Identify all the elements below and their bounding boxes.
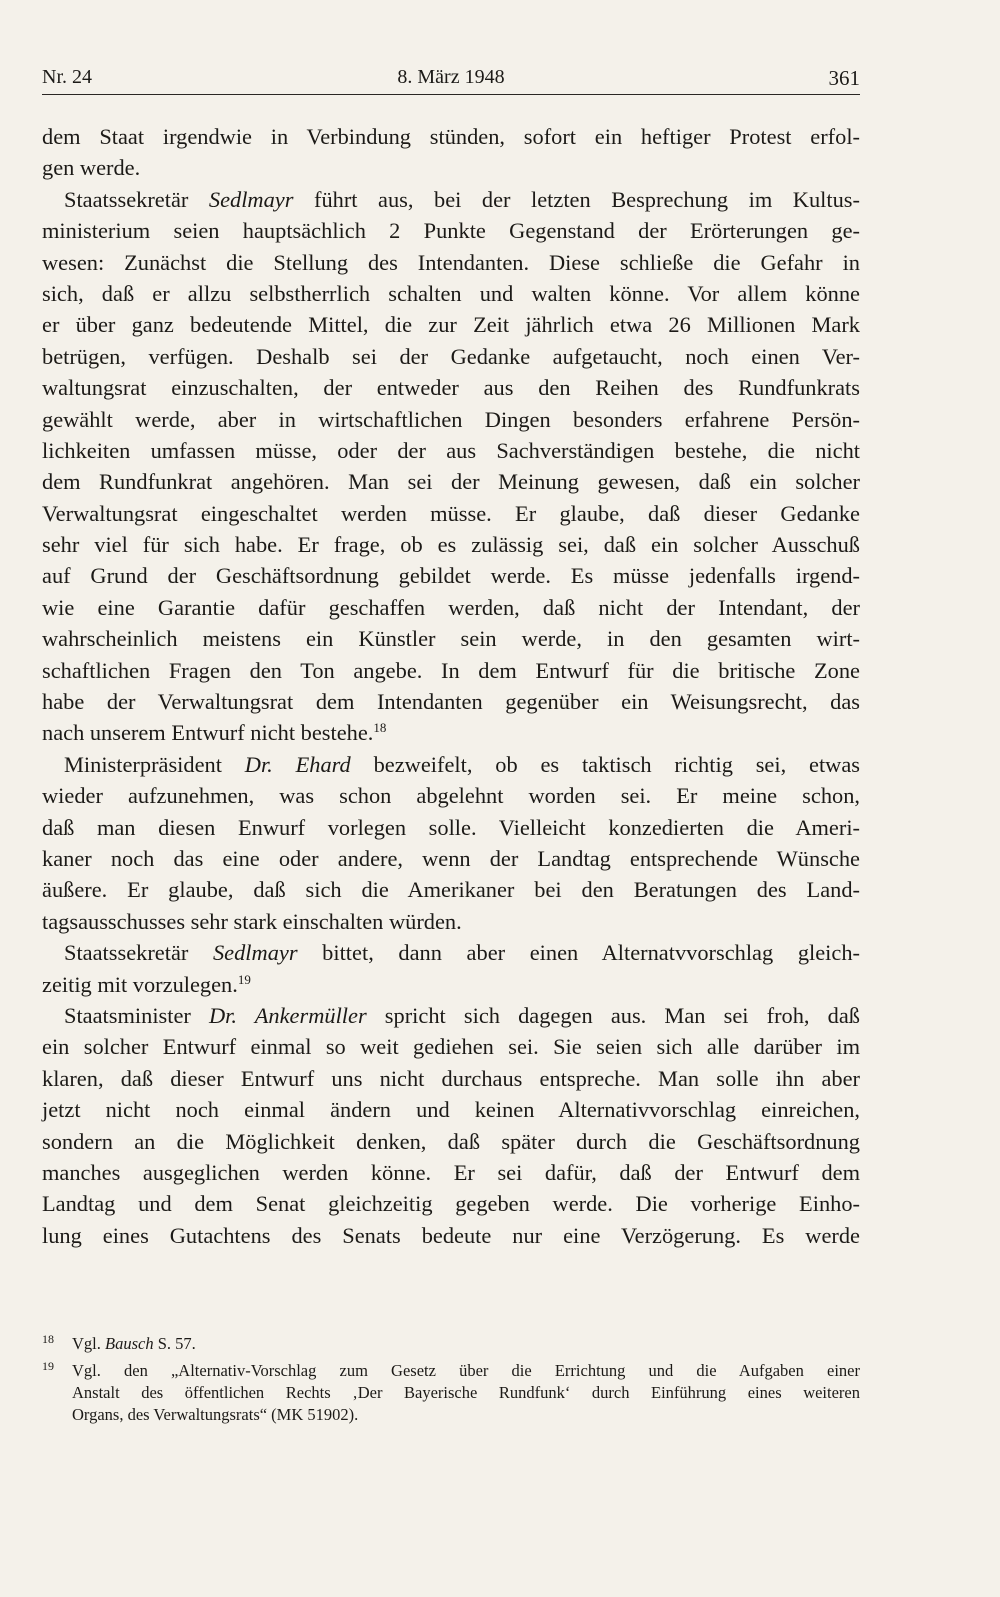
footnote-18-mark: 18: [42, 1332, 54, 1346]
footnote-18-author: Bausch: [105, 1334, 154, 1353]
body-line: Staatssekretär Sedlmayr bittet, dann aber einen Alternatvvorschlag gleich-: [64, 940, 860, 966]
body-line: daß man diesen Enwurf vorlegen solle. Vielleicht konzedierten die Ameri-: [42, 814, 860, 840]
body-line: wie eine Garantie dafür geschaffen werden, daß nicht der Intendant, der: [42, 594, 860, 620]
body-line: dem Staat irgendwie in Verbindung stünden, sofort ein heftiger Protest erfol-: [42, 124, 860, 149]
footnote-19: [42, 1355, 860, 1382]
body-line: wahrscheinlich meistens ein Künstler sein werde, in den gesamten wirt-: [42, 626, 860, 652]
body-line: Staatsminister Dr. Ankermüller spricht sich dagegen aus. Man sei froh, daß: [64, 1002, 860, 1028]
header-date: 8. März 1948: [397, 66, 505, 88]
body-line: kaner noch das eine oder andere, wenn der Landtag entsprechende Wünsche: [42, 845, 860, 871]
body-line: sehr viel für sich habe. Er frage, ob es zulässig sei, daß ein solcher Ausschuß: [42, 532, 860, 558]
footnote-19-line-2: Anstalt des öffentlichen Rechts ‚Der Bayerische Rundfunk‘ durch Einführung eines weiteren: [72, 1383, 860, 1402]
body-line: nach unserem Entwurf nicht bestehe.$^{18}$: [42, 720, 387, 746]
body-line: zeitig mit vorzulegen.$^{19}$: [42, 971, 251, 997]
body-line: Verwaltungsrat eingeschaltet werden müsse. Er glaube, daß dieser Gedanke: [42, 500, 860, 526]
body-line: gen werde.: [42, 155, 141, 181]
header-issue-number: Nr. 24: [42, 66, 92, 88]
body-line: äußere. Er glaube, daß sich die Amerikaner bei den Beratungen des Land-: [42, 877, 860, 903]
footnote-19-line-3: Organs, des Verwaltungsrats“ (MK 51902).: [72, 1405, 359, 1424]
page-number: 361: [828, 66, 860, 90]
footnote-18-text-pre: Vgl.: [72, 1334, 105, 1353]
body-line: wieder aufzunehmen, was schon abgelehnt worden sei. Er meine schon,: [42, 783, 860, 809]
body-line: waltungsrat einzuschalten, der entweder aus den Reihen des Rundfunkrats: [42, 375, 860, 401]
body-text: [42, 121, 860, 1251]
body-line: klaren, daß dieser Entwurf uns nicht durchaus entspreche. Man solle ihn aber: [42, 1065, 860, 1091]
body-line: ein solcher Entwurf einmal so weit gediehen sei. Sie seien sich alle darüber im: [42, 1034, 860, 1060]
footnote-19-line-1: Vgl. den „Alternativ-Vorschlag zum Gesetz über die Errichtung und die Aufgaben einer: [72, 1361, 860, 1380]
body-line: sondern an die Möglichkeit denken, daß später durch die Geschäftsordnung: [42, 1128, 860, 1154]
body-line: habe der Verwaltungsrat dem Intendanten gegenüber ein Weisungsrecht, das: [42, 689, 860, 715]
body-line: ministerium seien hauptsächlich 2 Punkte Gegenstand der Erörterungen ge-: [42, 218, 860, 244]
body-line: schaftlichen Fragen den Ton angebe. In dem Entwurf für die britische Zone: [42, 657, 860, 683]
footnote-19-mark: 19: [42, 1359, 54, 1373]
body-line: manches ausgeglichen werden könne. Er sei dafür, daß der Entwurf dem: [42, 1159, 860, 1185]
body-line: lichkeiten umfassen müsse, oder der aus Sachverständigen bestehe, die nicht: [42, 437, 860, 463]
body-line: Landtag und dem Senat gleichzeitig gegeben werde. Die vorherige Einho-: [42, 1191, 860, 1217]
body-line: tagsausschusses sehr stark einschalten würden.: [42, 908, 462, 934]
body-line: sich, daß er allzu selbstherrlich schalten und walten könne. Vor allem könne: [42, 280, 860, 306]
footnote-18: [42, 1328, 860, 1355]
body-line: er über ganz bedeutende Mittel, die zur Zeit jährlich etwa 26 Millionen Mark: [42, 312, 860, 338]
footnote-18-text-post: S. 57.: [153, 1334, 196, 1353]
body-line: betrügen, verfügen. Deshalb sei der Gedanke aufgetaucht, noch einen Ver-: [42, 343, 860, 369]
body-line: wesen: Zunächst die Stellung des Intendanten. Diese schließe die Gefahr in: [42, 249, 860, 275]
body-line: jetzt nicht noch einmal ändern und keinen Alternativvorschlag einreichen,: [42, 1097, 860, 1123]
body-line: Ministerpräsident Dr. Ehard bezweifelt, ob es taktisch richtig sei, etwas: [64, 751, 860, 777]
body-line: gewählt werde, aber in wirtschaftlichen Dingen besonders erfahrene Persön-: [42, 406, 860, 432]
body-line: dem Rundfunkrat angehören. Man sei der Meinung gewesen, daß ein solcher: [42, 469, 860, 495]
footnotes: [42, 1328, 860, 1426]
body-line: lung eines Gutachtens des Senats bedeute nur eine Verzögerung. Es werde: [42, 1222, 860, 1248]
body-line: auf Grund der Geschäftsordnung gebildet werde. Es müsse jedenfalls irgend-: [42, 563, 860, 589]
running-header: [42, 60, 860, 95]
body-line: Staatssekretär Sedlmayr führt aus, bei der letzten Besprechung im Kultus-: [64, 186, 860, 212]
